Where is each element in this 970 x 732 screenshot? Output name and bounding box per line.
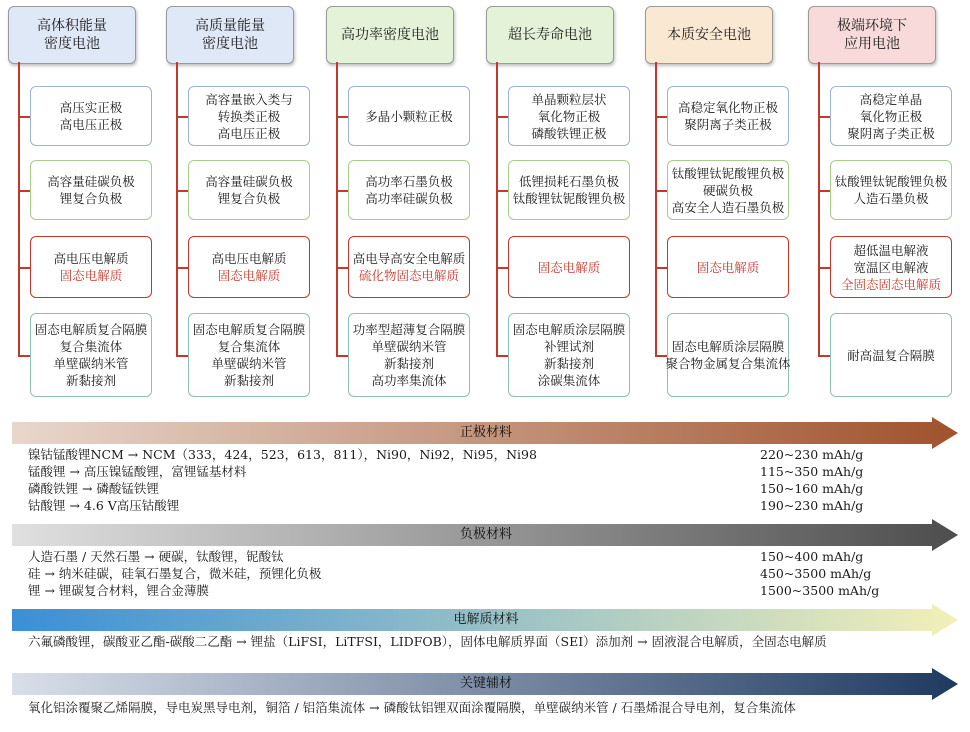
material-item: 锂复合负极 — [59, 191, 123, 206]
column-header-3: 高功率密度电池 — [326, 6, 454, 64]
material-item: 钛酸锂钛铌酸锂负极 — [834, 174, 948, 189]
material-item: 新黏接剂 — [543, 356, 594, 371]
column-header-4: 超长寿命电池 — [486, 6, 614, 64]
material-item: 单壁碳纳米管 — [53, 356, 129, 371]
material-box — [30, 86, 152, 146]
material-box — [188, 313, 310, 397]
material-item: 氧化物正极 — [859, 108, 923, 124]
material-box — [348, 86, 470, 146]
connector-line — [818, 62, 820, 356]
material-box — [508, 86, 630, 146]
material-item: 固态电解质 — [696, 259, 760, 275]
capacity-value: 115~350 mAh/g — [760, 464, 864, 479]
material-box — [667, 236, 789, 298]
material-item: 高电压正极 — [59, 117, 123, 132]
material-box — [830, 236, 952, 298]
material-item: 高电压电解质 — [211, 251, 287, 266]
connector-line — [496, 62, 498, 356]
banner-label: 关键辅材 — [459, 676, 512, 691]
material-box — [348, 160, 470, 220]
material-box — [30, 160, 152, 220]
material-item: 高电压电解质 — [53, 251, 129, 266]
material-item: 多晶小颗粒正极 — [365, 108, 453, 124]
material-item: 高功率硅碳负极 — [365, 191, 453, 206]
material-box — [188, 160, 310, 220]
material-box — [348, 236, 470, 298]
material-item: 固态电解质 — [59, 268, 123, 283]
material-item: 复合集流体 — [217, 339, 281, 354]
material-box — [348, 313, 470, 397]
material-item: 高安全人造石墨负极 — [671, 199, 785, 215]
capacity-value: 1500~3500 mAh/g — [760, 583, 880, 598]
material-item: 转换类正极 — [217, 108, 281, 124]
connector-line — [336, 62, 338, 356]
material-item: 固态电解质 — [537, 259, 601, 275]
material-route-text: 氧化铝涂覆聚乙烯隔膜，导电炭黑导电剂，铜箔 / 铝箔集流体 → 磷酸钛铝锂双面涂覆隔膜，单壁碳纳米管 / 石墨烯混合导电剂，复合集流体 — [28, 700, 796, 715]
category-banner-arrow — [12, 519, 960, 549]
material-item: 高稳定氧化物正极 — [677, 100, 778, 115]
material-item: 氧化物正极 — [537, 108, 601, 124]
capacity-value: 450~3500 mAh/g — [760, 566, 872, 581]
material-item: 低锂损耗石墨负极 — [518, 174, 619, 189]
material-item: 高压实正极 — [59, 100, 123, 115]
material-item: 固态电解质复合隔膜 — [34, 322, 148, 337]
material-item: 功率型超薄复合隔膜 — [352, 322, 466, 337]
material-item: 钛酸锂钛铌酸锂负极 — [671, 165, 785, 181]
material-item: 高容量硅碳负极 — [205, 174, 293, 189]
material-item: 新黏接剂 — [65, 373, 116, 388]
category-banner-arrow — [12, 417, 960, 447]
material-item: 钛酸锂钛铌酸锂负极 — [512, 191, 626, 206]
connector-line — [18, 62, 20, 356]
material-route-text: 硅 → 纳米硅碳，硅氧石墨复合，微米硅，预锂化负极 — [28, 566, 322, 581]
material-item: 固态电解质涂层隔膜 — [512, 322, 626, 337]
material-route-text: 人造石墨 / 天然石墨 → 硬碳，钛酸锂，铌酸钛 — [28, 549, 284, 564]
material-item: 聚阴离子类正极 — [684, 117, 772, 132]
capacity-value: 220~230 mAh/g — [760, 447, 864, 462]
category-banner-arrow — [12, 668, 960, 698]
capacity-value: 150~160 mAh/g — [760, 481, 864, 496]
material-item: 单壁碳纳米管 — [371, 339, 447, 354]
material-box — [508, 236, 630, 298]
material-item: 耐高温复合隔膜 — [847, 347, 935, 363]
category-banner-arrow — [12, 604, 960, 634]
material-box — [30, 236, 152, 298]
material-item: 涂碳集流体 — [537, 373, 601, 388]
material-item: 单壁碳纳米管 — [211, 356, 287, 371]
material-box — [667, 86, 789, 146]
material-item: 硬碳负极 — [702, 182, 753, 198]
material-item: 人造石墨负极 — [853, 191, 929, 206]
material-route-text: 锰酸锂 → 高压镍锰酸锂，富锂锰基材料 — [28, 464, 247, 479]
material-box — [508, 313, 630, 397]
material-item: 复合集流体 — [59, 339, 123, 354]
material-box — [667, 313, 789, 397]
material-route-text: 钴酸锂 → 4.6 V高压钴酸锂 — [28, 498, 180, 513]
connector-line — [655, 62, 657, 356]
material-item: 新黏接剂 — [223, 373, 274, 388]
material-route-text: 磷酸铁锂 → 磷酸锰铁锂 — [28, 481, 159, 496]
material-box — [188, 236, 310, 298]
material-item: 固态电解质 — [217, 268, 281, 283]
column-header-6: 极端环境下 应用电池 — [808, 6, 936, 64]
material-box — [30, 313, 152, 397]
material-item: 高容量嵌入类与 — [205, 91, 293, 107]
material-item: 超低温电解液 — [853, 242, 929, 258]
connector-line — [176, 62, 178, 356]
banner-label: 正极材料 — [459, 425, 512, 440]
material-route-text: 镍钴锰酸锂NCM → NCM（333，424，523，613，811），Ni90，Ni92，Ni95，Ni98 — [28, 447, 537, 462]
material-item: 高功率集流体 — [371, 373, 447, 388]
material-box — [830, 160, 952, 220]
capacity-value: 190~230 mAh/g — [760, 498, 864, 513]
material-item: 新黏接剂 — [383, 356, 434, 371]
material-box — [188, 86, 310, 146]
material-item: 高功率石墨负极 — [365, 174, 453, 189]
material-route-text: 锂 → 锂碳复合材料，锂合金薄膜 — [28, 583, 209, 598]
material-item: 固态电解质复合隔膜 — [192, 322, 306, 337]
material-item: 高稳定单晶 — [859, 91, 923, 107]
column-header-2: 高质量能量 密度电池 — [166, 6, 294, 64]
material-item: 高电导高安全电解质 — [352, 251, 466, 266]
material-box — [830, 86, 952, 146]
material-box — [508, 160, 630, 220]
material-item: 补锂试剂 — [543, 339, 594, 354]
column-header-5: 本质安全电池 — [645, 6, 773, 64]
material-box — [667, 160, 789, 220]
capacity-value: 150~400 mAh/g — [760, 549, 864, 564]
column-header-1: 高体积能量 密度电池 — [8, 6, 136, 64]
material-item: 聚合物金属复合集流体 — [665, 356, 791, 371]
material-item: 硫化物固态电解质 — [358, 268, 459, 283]
material-item: 高电压正极 — [217, 125, 281, 141]
banner-label: 电解质材料 — [453, 612, 519, 627]
material-item: 固态电解质涂层隔膜 — [671, 339, 785, 354]
material-item: 聚阴离子类正极 — [847, 125, 935, 141]
material-item: 全固态固态电解质 — [840, 276, 941, 292]
material-item: 宽温区电解液 — [853, 259, 929, 275]
material-route-text: 六氟磷酸锂，碳酸亚乙酯-碳酸二乙酯 → 锂盐（LiFSI，LiTFSI，LIDFOB），固体电解质界面（SEI）添加剂 → 固液混合电解质，全固态电解质 — [28, 634, 827, 649]
material-box — [830, 313, 952, 397]
material-item: 高容量硅碳负极 — [47, 174, 135, 189]
banner-label: 负极材料 — [459, 527, 512, 542]
material-item: 磷酸铁锂正极 — [531, 125, 607, 141]
material-item: 单晶颗粒层状 — [531, 91, 607, 107]
material-item: 锂复合负极 — [217, 191, 281, 206]
